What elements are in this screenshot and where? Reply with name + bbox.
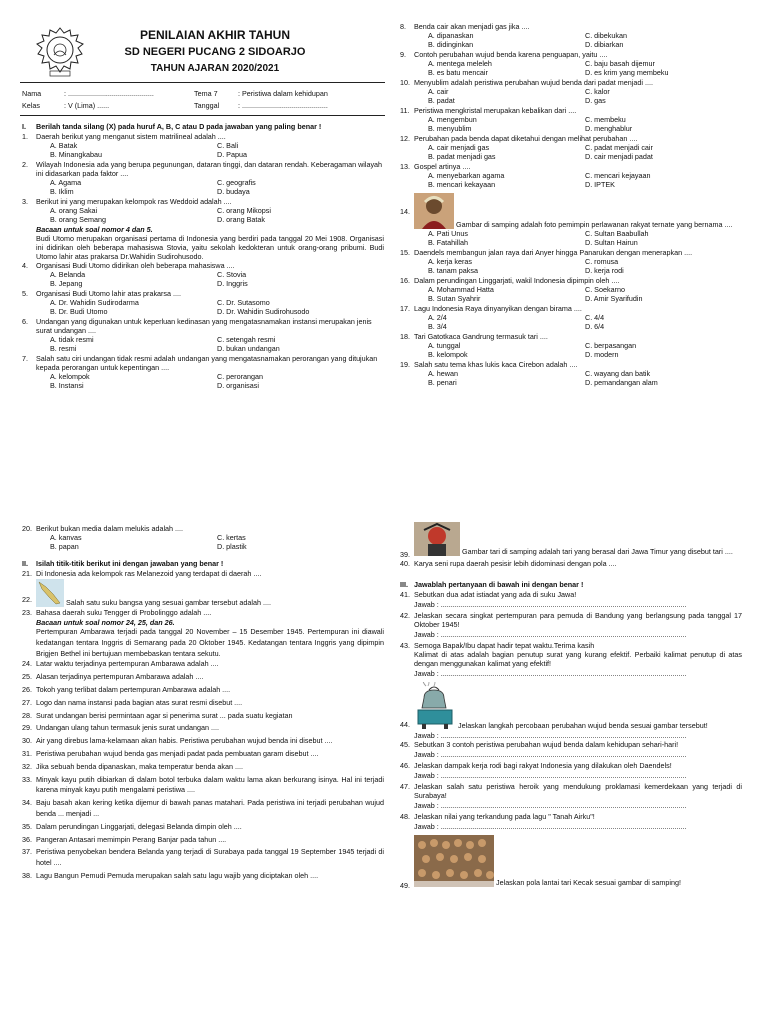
section-3-heading: III. Jawablah pertanyaan di bawah ini dengan benar ! [400,580,584,589]
answer-option[interactable]: A. kelompok [50,372,90,381]
answer-options [428,171,742,189]
question-item [400,761,742,780]
question-number: 38. [22,870,32,880]
question-number: 5. [22,289,28,298]
answer-option[interactable]: A. cair menjadi gas [428,143,490,152]
question-item [400,611,742,639]
questions-41-43 [400,590,742,678]
question-number: 28. [22,710,32,720]
question-item [22,160,384,196]
answer-option[interactable]: A. dipanaskan [428,31,474,40]
question-number: 34. [22,798,32,808]
answer-options [50,335,384,353]
question-23: 23. Bahasa daerah suku Tengger di Probolinggo adalah .... [22,608,212,617]
school-year: TAHUN AJARAN 2020/2021 [150,63,280,74]
answer-option[interactable]: D. organisasi [217,381,259,390]
answer-option[interactable]: D. kerja rodi [585,266,624,275]
question-text: Dalam perundingan Linggarjati, delegasi Belanda dimpin oleh .... [36,821,242,831]
question-text: Daendels membangun jalan raya dari Anyer hingga Panarukan dengan menerapkan .... [414,248,693,257]
answer-option[interactable]: B. Fatahillah [428,238,468,247]
answer-option[interactable]: A. Pati Unus [428,229,468,238]
dance-photo [414,522,460,556]
answer-option[interactable]: B. orang Semang [50,215,106,224]
section-1-heading: I. Berilah tanda silang (X) pada huruf A, B, C atau D pada jawaban yang paling benar ! [22,122,322,131]
answer-option[interactable]: D. dibiarkan [585,40,624,49]
question-text: Salah satu tema khas lukis kaca Cirebon adalah .... [414,360,578,369]
question-text: Minyak kayu putih dibiarkan di dalam botol terbuka dalam waktu lama akan berkurang isinya. Hal ini terjadi karena minyak kayu putih mengalami peristiwa .... [36,774,384,795]
question-number: 36. [22,834,32,844]
page-title: PENILAIAN AKHIR TAHUN [140,28,290,42]
answer-option[interactable]: A. Mohammad Hatta [428,285,494,294]
question-text: Alasan terjadinya pertempuran Ambarawa adalah .... [36,672,204,682]
answer-option[interactable]: B. penari [428,378,457,387]
answer-options [428,59,742,77]
question-number: 25. [22,672,32,682]
answer-option[interactable]: C. Sultan Baabullah [585,229,649,238]
answer-options [50,372,384,390]
answer-line[interactable]: Jawab : ........................................................................................................................... [414,822,687,831]
question-number: 16. [400,276,410,285]
header-divider [20,82,385,83]
question-item [22,317,384,353]
question-text: Perubahan pada benda dapat diketahui dengan melihat perubahan .... [414,134,638,143]
kelas-value: : V (Lima) ...... [64,101,110,110]
answer-option[interactable]: C. romusa [585,257,619,266]
question-number: 9. [400,50,406,59]
answer-option[interactable]: A. Belanda [50,270,86,279]
question-text: Tokoh yang terlibat dalam pertempuran Ambarawa adalah .... [36,684,231,694]
answer-options [50,141,384,159]
answer-option[interactable]: A. kerja keras [428,257,472,266]
answer-option[interactable]: D. plastik [217,542,247,551]
question-text: Sebutkan dua adat istiadat yang ada di suku Jawa! [414,590,577,599]
question-number: 24. [22,659,32,669]
question-item [22,672,384,683]
question-number: 27. [22,697,32,707]
question-text: Menyublim adalah peristiwa perubahan wujud benda dari padat menjadi .... [414,78,653,87]
question-text: Undangan ulang tahun termasuk jenis surat undangan .... [36,723,220,733]
question-22: 22. Salah satu suku bangsa yang sesuai gambar tersebut adalah .... [22,579,384,607]
question-item [400,360,742,387]
questions-1-3 [22,132,384,224]
info-divider [20,115,385,116]
answer-line[interactable]: Jawab : ........................................................................................................................... [414,669,687,678]
question-item [400,812,742,831]
question-21: 21. Di Indonesia ada kelompok ras Melanezoid yang terdapat di daerah .... [22,569,262,578]
questions-45-48 [400,740,742,831]
question-39: 39. Gambar tari di samping adalah tari yang berasal dari Jawa Timur yang disebut tari .... [400,522,742,556]
question-text: Dalam perundingan Linggarjati, wakil Indonesia dipimpin oleh .... [414,276,620,285]
answer-option[interactable]: C. Bali [217,141,239,150]
answer-option[interactable]: C. geografis [217,178,256,187]
question-item [400,740,742,759]
answer-options [428,313,742,331]
question-number: 3. [22,197,28,206]
question-item [400,22,742,49]
answer-line-44[interactable]: Jawab : ........................................................................................................................... [414,731,687,740]
section-2-heading: II. Isilah titik-titik berikut ini dengan jawaban yang benar ! [22,559,224,568]
answer-option[interactable]: C. 4/4 [585,313,605,322]
question-text: Pangeran Antasari memimpin Perang Banjar pada tahun .... [36,834,227,844]
answer-option[interactable]: A. tunggal [428,341,461,350]
question-20: 20. Berikut bukan media dalam melukis adalah .... A. kanvas C. kertas B. papan D. plastik [22,524,384,551]
answer-option[interactable]: A. mentega meleleh [428,59,492,68]
answer-option[interactable]: C. kalor [585,87,610,96]
answer-option[interactable]: B. didinginkan [428,40,474,49]
answer-option[interactable]: C. orang Mikopsi [217,206,271,215]
answer-line[interactable]: Jawab : ........................................................................................................................... [414,771,687,780]
answer-options [428,115,742,133]
question-item [22,871,384,882]
answer-options [428,341,742,359]
answer-line[interactable]: Jawab : ........................................................................................................................... [414,801,687,810]
question-text: Organisasi Budi Utomo didirikan oleh beberapa mahasiswa .... [36,261,235,270]
question-item [22,749,384,760]
answer-options [50,206,384,224]
question-item [22,659,384,670]
question-item [400,162,742,189]
question-number: 42. [400,611,410,620]
question-item [22,822,384,833]
question-item [400,134,742,161]
answer-option[interactable]: A. hewan [428,369,458,378]
questions-8-13 [400,22,742,189]
answer-option[interactable]: D. menghablur [585,124,633,133]
answer-option[interactable]: B. padat menjadi gas [428,152,496,161]
answer-option[interactable]: A. kanvas [50,533,82,542]
answer-option[interactable]: B. Instansi [50,381,84,390]
question-item [400,304,742,331]
student-info [22,89,387,110]
answer-option[interactable]: B. Sutan Syahrir [428,294,481,303]
question-text: Contoh perubahan wujud benda karena penguapan, yaitu .... [414,50,608,59]
answer-option[interactable]: A. tidak resmi [50,335,94,344]
answer-option[interactable]: D. gas [585,96,606,105]
answer-option[interactable]: A. menyebarkan agama [428,171,505,180]
question-item [22,847,384,869]
question-text: Jelaskan nilai yang terkandung pada lagu " Tanah Airku"! [414,812,595,821]
questions-15-19 [400,248,742,387]
question-text: Surat undangan berisi permintaan agar si penerima surat ... pada suatu kegiatan [36,710,293,720]
question-number: 11. [400,106,410,115]
answer-option[interactable]: B. papan [50,542,79,551]
answer-option[interactable]: C. perorangan [217,372,263,381]
answer-option[interactable]: A. mengembun [428,115,477,124]
question-number: 26. [22,684,32,694]
question-text: Peristiwa perubahan wujud benda gas menjadi padat pada pembuatan garam disebut .... [36,748,319,758]
question-item [22,835,384,846]
answer-option[interactable]: D. IPTEK [585,180,615,189]
answer-options [428,87,742,105]
nama-field[interactable]: : ........................................... [64,89,154,98]
answer-options [428,31,742,49]
question-text: Berikut ini yang merupakan kelompok ras Weddoid adalah .... [36,197,232,206]
reading-4-5: Bacaan untuk soal nomor 4 dan 5. Budi Utomo merupakan organisasi pertama di Indonesia yang berdiri pada tanggal 20 Mei 1908. Organisasi ini didirikan oleh beberapa mahasiswa Stovia, yaitu sekolah kedokteran untuk orang-orang pribumi. Budi Utomo lahir atas prakarsa Dr.Wahidin Sudirohusodo. [36,225,384,261]
question-number: 7. [22,354,28,363]
answer-option[interactable]: B. padat [428,96,455,105]
question-40: 40. Karya seni rupa daerah pesisir lebih didominasi dengan pola .... [400,559,617,568]
answer-option[interactable]: A. Dr. Wahidin Sudirodarma [50,298,139,307]
question-14-options [428,229,742,247]
answer-option[interactable]: B. resmi [50,344,77,353]
question-number: 46. [400,761,410,770]
answer-option[interactable]: B. es batu mencair [428,68,488,77]
answer-option[interactable]: D. cair menjadi padat [585,152,653,161]
question-item [22,762,384,773]
question-text: Gospel artinya .... [414,162,471,171]
question-number: 41. [400,590,410,599]
answer-option[interactable]: C. membeku [585,115,626,124]
answer-option[interactable]: D. pemandangan alam [585,378,658,387]
question-item [22,775,384,797]
answer-option[interactable]: C. Soekarno [585,285,625,294]
column-top-left [22,122,384,391]
question-item [400,106,742,133]
answer-option[interactable]: D. Dr. Wahidin Sudirohusodo [217,307,310,316]
question-item [22,723,384,734]
tema-label: Tema 7 [194,89,218,98]
question-44: 44. Jelaskan langkah percobaan perubahan wujud benda sesuai gambar tersebut! [400,682,742,730]
answer-option[interactable]: D. 6/4 [585,322,605,331]
kettle-stove-image [414,682,456,730]
answer-option[interactable]: B. menyublim [428,124,472,133]
question-text: Semoga Bapak/Ibu dapat hadir tepat waktu.Terima kasih [414,641,595,650]
answer-option[interactable]: C. padat menjadi cair [585,143,653,152]
question-text: Benda cair akan menjadi gas jika .... [414,22,530,31]
question-number: 48. [400,812,410,821]
tanggal-field[interactable]: : ........................................... [238,101,328,110]
question-text: Jelaskan salah satu peristiwa heroik yang mendukung proklamasi kemerdekaan yang terjadi di Surabaya! [414,782,742,800]
question-number: 8. [400,22,406,31]
answer-option[interactable]: B. Jepang [50,279,83,288]
answer-option[interactable]: D. es krim yang membeku [585,68,669,77]
answer-option[interactable]: B. 3/4 [428,322,447,331]
answer-option[interactable]: D. orang Batak [217,215,265,224]
question-item [400,641,742,678]
answer-option[interactable]: A. 2/4 [428,313,447,322]
question-text: Lagu Bangun Pemudi Pemuda merupakan salah satu lagu wajib yang diciptakan oleh .... [36,870,319,880]
school-emblem-icon [36,27,84,77]
question-14: 14. Gambar di samping adalah foto pemimpin perlawanan rakyat ternate yang bernama .... A. Pati Unus C. Sultan Baabullah B. Fatahillah D. Sultan Hairun [400,193,742,247]
answer-option[interactable]: D. budaya [217,187,250,196]
question-text: Salah satu ciri undangan tidak resmi adalah undangan yang mengatasnamakan perorangan yang ditujukan kepada perorangan untuk kepentingan .... [36,354,378,372]
question-item [22,132,384,159]
question-item [400,78,742,105]
column-bottom-left [22,524,384,884]
answer-option[interactable]: D. Sultan Hairun [585,238,638,247]
answer-line[interactable]: Jawab : ........................................................................................................................... [414,630,687,639]
answer-option[interactable]: B. mencari kekayaan [428,180,496,189]
question-item [22,685,384,696]
answer-options [50,178,384,196]
answer-option[interactable]: B. tanam paksa [428,266,478,275]
question-item [400,782,742,810]
question-number: 18. [400,332,410,341]
answer-line[interactable]: Jawab : ........................................................................................................................... [414,600,687,609]
answer-option[interactable]: C. kertas [217,533,246,542]
answer-options [50,270,384,288]
answer-option[interactable]: A. orang Sakai [50,206,98,215]
question-number: 6. [22,317,28,326]
question-text: Jelaskan dampak kerja rodi bagi rakyat Indonesia yang dilakukan oleh Daendels! [414,761,672,770]
kelas-label: Kelas [22,101,40,110]
question-number: 30. [22,736,32,746]
answer-option[interactable]: C. dibekukan [585,31,627,40]
tanggal-label: Tanggal [194,101,220,110]
answer-option[interactable]: C. Stovia [217,270,247,279]
answer-option[interactable]: C. wayang dan batik [585,369,651,378]
question-number: 29. [22,723,32,733]
answer-option[interactable]: C. baju basah dijemur [585,59,655,68]
column-top-right [400,22,742,388]
question-item [22,736,384,747]
question-number: 35. [22,821,32,831]
question-text: Lagu Indonesia Raya dinyanyikan dengan birama .... [414,304,582,313]
question-item [22,289,384,316]
answer-option[interactable]: D. Papua [217,150,247,159]
answer-option[interactable]: B. Dr. Budi Utomo [50,307,108,316]
answer-options [50,298,384,316]
question-number: 43. [400,641,410,650]
question-number: 37. [22,847,32,857]
answer-option[interactable]: D. modern [585,350,619,359]
reading-24-26: Bacaan untuk soal nomor 24, 25, dan 26. Pertempuran Ambarawa terjadi pada tanggal 20 November – 15 Desember 1945. Pertempuran ini diawali kedatangan tentara Inggris di Semarang pada 20 Oktober 1945. Kedatangan tentara Inggris yang dipimpin Brigjen Bethel ini bertujuan membebaskan tentara sekutu. [36,618,384,658]
question-number: 13. [400,162,410,171]
question-number: 17. [400,304,410,313]
answer-options [428,257,742,275]
answer-option[interactable]: A. cair [428,87,449,96]
question-text: Undangan yang digunakan untuk keperluan kedinasan yang mengatasnamakan instansi merupakan jenis surat undangan .... [36,317,372,335]
question-item [22,197,384,224]
question-text: Sebutkan 3 contoh peristiwa perubahan wujud benda dalam kehidupan sehari-hari! [414,740,679,749]
answer-line[interactable]: Jawab : ........................................................................................................................... [414,750,687,759]
school-name: SD NEGERI PUCANG 2 SIDOARJO [124,46,306,58]
tema-value: : Peristiwa dalam kehidupan [238,89,328,98]
question-text: Air yang direbus lama-kelamaan akan habis. Peristiwa perubahan wujud benda ini disebut .... [36,736,333,746]
question-item [400,332,742,359]
answer-options [428,143,742,161]
question-text: Jelaskan secara singkat pertempuran para pemuda di Bandung yang berlangsung pada tanggal 17 Oktober 1945! [414,611,742,629]
question-49: 49. Jelaskan pola lantai tari Kecak sesuai gambar di samping! [400,835,742,887]
question-item [400,590,742,609]
question-item [22,354,384,390]
answer-option[interactable]: B. kelompok [428,350,468,359]
answer-options [428,285,742,303]
question-text: Latar waktu terjadinya pertempuran Ambarawa adalah .... [36,659,219,669]
answer-option[interactable]: C. berpasangan [585,341,637,350]
question-item [400,276,742,303]
kecak-photo [414,835,494,887]
answer-option[interactable]: C. Dr. Sutasomo [217,298,270,307]
question-number: 4. [22,261,28,270]
question-text: Baju basah akan kering ketika dijemur di bawah panas matahari. Pada peristiwa ini terjadi perubahan wujud benda ... menjadi ... [36,798,384,818]
question-text: Peristiwa penyobekan bendera Belanda yang terjadi di Surabaya pada tanggal 19 September 1945 terjadi di hotel .... [36,847,384,868]
question-number: 32. [22,761,32,771]
question-item [22,698,384,709]
question-text: Jika sebuah benda dipanaskan, maka temperatur benda akan .... [36,761,243,771]
question-text: Wilayah Indonesia ada yang berupa pegunungan, dataran tinggi, dan dataran rendah. Keberagaman wilayah ini didasarkan pada faktor .... [36,160,383,178]
answer-option[interactable]: A. Agama [50,178,82,187]
answer-option[interactable]: C. mencari kejayaan [585,171,651,180]
question-text: Peristiwa mengkristal merupakan kebalikan dari .... [414,106,577,115]
question-text-2: Kalimat di atas adalah bagian penutup surat yang kurang efektif. Perbaiki kalimat penutup di atas dengan menggunakan kalimat yang efektif! [414,650,742,668]
answer-option[interactable]: A. Batak [50,141,78,150]
question-number: 19. [400,360,410,369]
question-number: 10. [400,78,410,87]
question-number: 47. [400,782,410,791]
question-item [22,261,384,288]
question-number: 33. [22,774,32,784]
question-item [22,798,384,820]
portrait-photo [414,193,454,229]
answer-options [428,369,742,387]
question-number: 2. [22,160,28,169]
column-bottom-right [400,522,742,888]
answer-option[interactable]: D. Inggris [217,279,248,288]
question-item [22,711,384,722]
question-number: 1. [22,132,28,141]
question-number: 31. [22,748,32,758]
nama-label: Nama [22,89,42,98]
answer-option[interactable]: B. Iklim [50,187,74,196]
answer-option[interactable]: C. setengah resmi [217,335,276,344]
question-number: 12. [400,134,410,143]
questions-24-38 [22,659,384,881]
questions-4-7 [22,261,384,390]
question-text: Logo dan nama instansi pada bagian atas surat resmi disebut .... [36,697,243,707]
question-number: 15. [400,248,410,257]
answer-option[interactable]: D. Amir Syarifudin [585,294,643,303]
answer-option[interactable]: D. bukan undangan [217,344,280,353]
answer-option[interactable]: B. Minangkabau [50,150,102,159]
question-text: Daerah berikut yang menganut sistem matrilineal adalah .... [36,132,226,141]
question-text: Organisasi Budi Utomo lahir atas prakarsa .... [36,289,182,298]
question-number: 45. [400,740,410,749]
question-item [400,248,742,275]
question-item [400,50,742,77]
question-text: Tari Gatotkaca Gandrung termasuk tari .... [414,332,548,341]
map-image [36,579,64,607]
